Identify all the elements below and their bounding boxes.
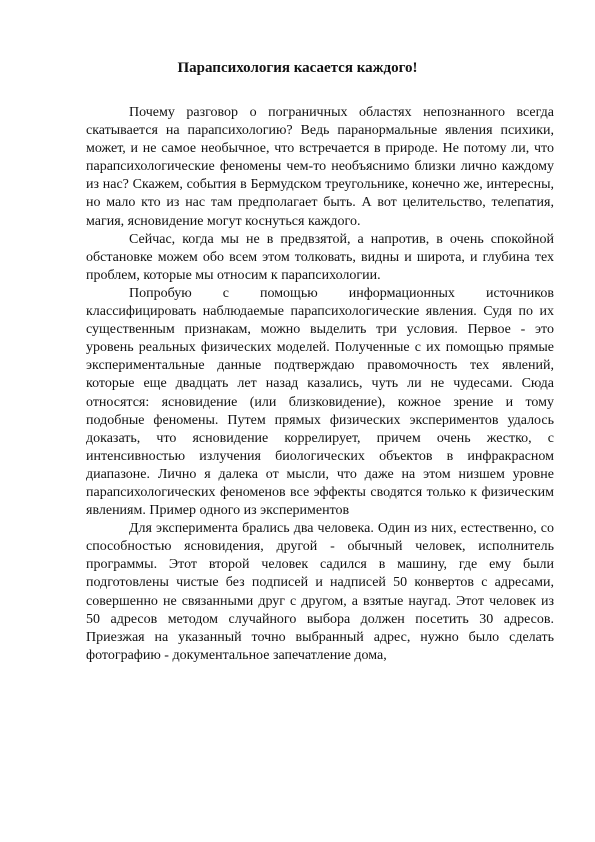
paragraph-3: Попробую с помощью информационных источников классифицировать наблюдаемые парапсихологические явления. Судя по их существенным признакам, можно выделить три условия. Первое - это уровень реальных физических моделей. Полученные с их помощью прямые экспериментальные данные подтверждаю правомочность тех явлений, которые еще двадцать лет назад казались, чуть ли не чудесами. Сюда относятся: ясновидение (или близковидение), кожное зрение и тому подобные феномены. Путем прямых физических экспериментов удалось доказать, что ясновидение коррелирует, причем очень жестко, с интенсивностью излучения биологических объектов в инфракрасном диапазоне. Лично я далека от мысли, что даже на этом низшем уровне парапсихологических феноменов все эффекты сводятся только к физическим явлениям. Пример одного из экспериментов: [86, 285, 554, 519]
paragraph-2: Сейчас, когда мы не в предвзятой, а напротив, в очень спокойной обстановке можем обо всем этом толковать, видны и широта, и глубина тех проблем, которые мы относим к парапсихологии.: [86, 231, 554, 283]
article-body: [86, 104, 554, 665]
paragraph-1: Почему разговор о пограничных областях непознанного всегда скатывается на парапсихологию? Ведь паранормальные явления психики, может, и не самое необычное, что встречается в природе. Не потому ли, что парапсихологические феномены чем-то необъяснимо близки лично каждому из нас? Скажем, события в Бермудском треугольнике, конечно же, интересны, но мало кто из нас там предполагает быть. А вот целительство, телепатия, магия, ясновидение могут коснуться каждого.: [86, 105, 554, 229]
paragraph-4: Для эксперимента брались два человека. Один из них, естественно, со способностью ясновидения, другой - обычный человек, исполнитель программы. Этот второй человек садился в машину, где ему были подготовлены чистые без подписей и надписей 50 конвертов с адресами, совершенно не связанными друг с другом, а взятые наугад. Этот человек из 50 адресов методом случайного выбора должен посетить 30 адресов. Приезжая на указанный точно выбранный адрес, нужно было сделать фотографию - документальное запечатление дома,: [86, 521, 554, 663]
page-title: Парапсихология касается каждого!: [177, 60, 418, 76]
